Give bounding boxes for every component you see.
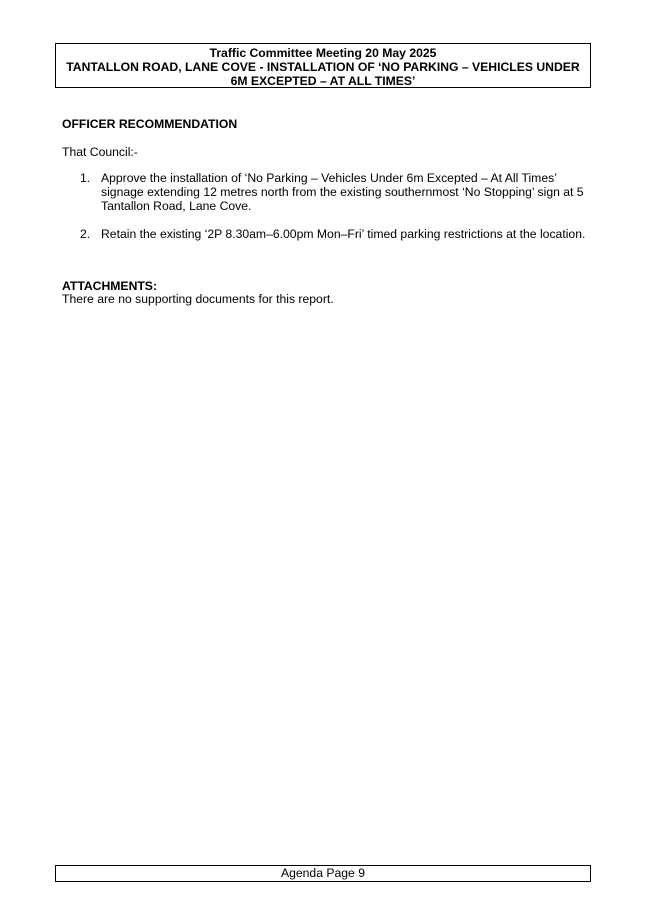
- recommendation-intro: That Council:-: [62, 145, 138, 159]
- page-footer: [55, 865, 591, 882]
- list-item-line: Tantallon Road, Lane Cove.: [101, 199, 252, 213]
- document-header: [55, 43, 591, 88]
- report-title-line-2: 6M EXCEPTED – AT ALL TIMES’: [230, 74, 416, 88]
- list-item-line: signage extending 12 metres north from the existing southernmost ‘No Stopping’ sign at 5: [101, 185, 584, 199]
- list-item-text: [101, 227, 585, 241]
- attachments-heading: ATTACHMENTS:: [62, 279, 157, 293]
- attachments-text: There are no supporting documents for this report.: [62, 292, 334, 306]
- list-item-text: [101, 171, 584, 213]
- list-item-line: Approve the installation of ‘No Parking – Vehicles Under 6m Excepted – At All Times’: [101, 171, 557, 185]
- list-item-number: 2.: [80, 227, 91, 241]
- meeting-title: Traffic Committee Meeting 20 May 2025: [209, 46, 437, 60]
- report-title-line-1: TANTALLON ROAD, LANE COVE - INSTALLATION OF ‘NO PARKING – VEHICLES UNDER: [66, 60, 580, 74]
- list-item-number: 1.: [80, 171, 91, 185]
- recommendation-heading: OFFICER RECOMMENDATION: [62, 117, 238, 131]
- page-number-label: Agenda Page 9: [280, 866, 366, 880]
- list-item-line: Retain the existing ‘2P 8.30am–6.00pm Mon–Fri’ timed parking restrictions at the location.: [101, 227, 586, 241]
